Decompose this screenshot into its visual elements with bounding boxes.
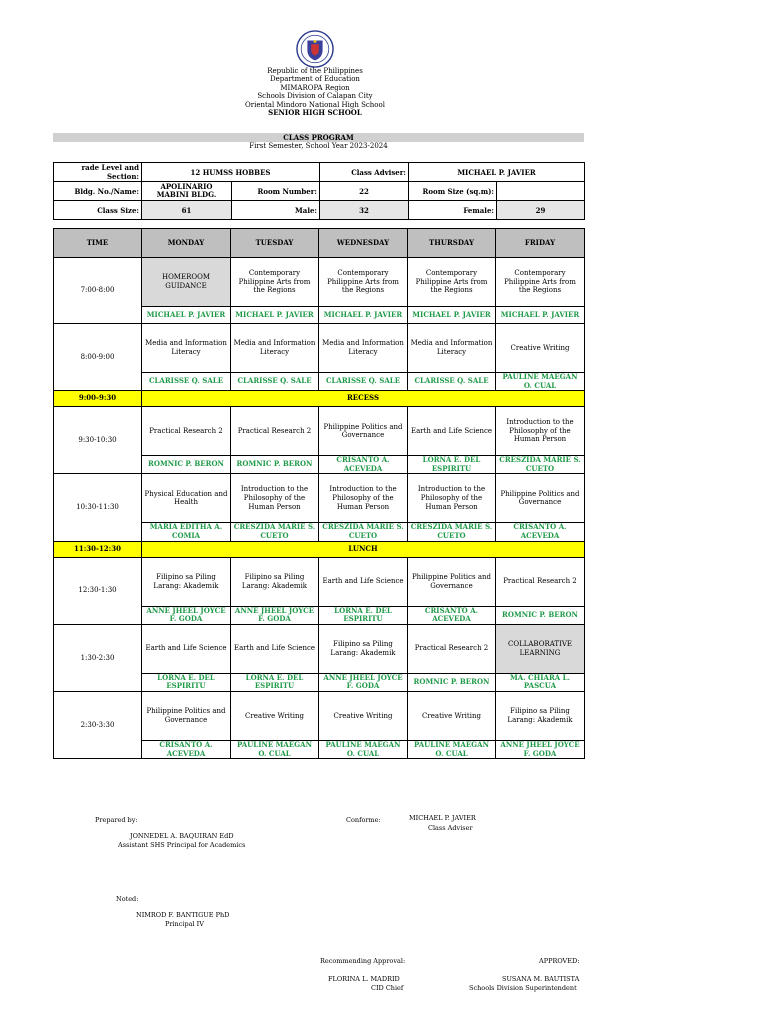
teacher-cell: PAULINE MAEGAN O. CUAL xyxy=(496,373,585,391)
adviser-value: MICHAEL P. JAVIER xyxy=(409,163,585,182)
semester-line: First Semester, School Year 2023-2024 xyxy=(249,142,388,150)
subject-cell: Introduction to the Philosophy of the Human Person xyxy=(408,474,496,523)
lunch-row xyxy=(54,541,585,557)
letterhead-line: Oriental Mindoro National High School xyxy=(245,100,385,109)
teacher-cell: ANNE JHEEL JOYCE F. GODA xyxy=(496,740,585,758)
subject-cell: Introduction to the Philosophy of the Human Person xyxy=(231,474,319,523)
subject-cell: COLLABORATIVE LEARNING xyxy=(496,624,585,673)
teacher-cell: MICHAEL P. JAVIER xyxy=(231,307,319,324)
document-title: CLASS PROGRAM xyxy=(53,133,584,142)
letterhead-line: Republic of the Philippines xyxy=(267,67,363,75)
prepared-label: Prepared by: xyxy=(95,816,138,824)
noted-label: Noted: xyxy=(116,895,139,903)
teacher-cell: ANNE JHEEL JOYCE F. GODA xyxy=(319,673,408,691)
subject-cell: Philippine Politics and Governance xyxy=(142,691,231,740)
subject-cell: Philippine Politics and Governance xyxy=(496,474,585,523)
approved-label: APPROVED: xyxy=(539,957,580,965)
table-row xyxy=(54,624,585,673)
subject-cell: Philippine Politics and Governance xyxy=(408,557,496,606)
conforme-title: Class Adviser xyxy=(428,824,473,832)
subject-cell: Introduction to the Philosophy of the Human Person xyxy=(496,407,585,456)
teacher-cell: MICHAEL P. JAVIER xyxy=(408,307,496,324)
column-header: MONDAY xyxy=(142,229,231,258)
subject-cell: Creative Writing xyxy=(231,691,319,740)
teacher-cell: CRISANTO A. ACEVEDA xyxy=(142,740,231,758)
subject-cell: Practical Research 2 xyxy=(496,557,585,606)
subject-cell: Filipino sa Piling Larang: Akademik xyxy=(142,557,231,606)
teacher-cell: ROMNIC P. BERON xyxy=(496,606,585,624)
subject-cell: Filipino sa Piling Larang: Akademik xyxy=(496,691,585,740)
bldg-value: APOLINARIO MABINI BLDG. xyxy=(142,182,232,201)
teacher-cell: ROMNIC P. BERON xyxy=(231,456,319,474)
time-slot: 7:00-8:00 xyxy=(54,258,142,324)
recommending-name: FLORINA L. MADRID xyxy=(328,975,400,983)
subject-cell: Earth and Life Science xyxy=(142,624,231,673)
conforme-label: Conforme: xyxy=(346,816,381,824)
teacher-cell: MICHAEL P. JAVIER xyxy=(319,307,408,324)
teacher-cell: ROMNIC P. BERON xyxy=(408,673,496,691)
subject-cell: Earth and Life Science xyxy=(231,624,319,673)
grade-level-label: rade Level and Section: xyxy=(54,163,142,182)
letterhead xyxy=(180,67,450,117)
class-info-table xyxy=(53,162,585,220)
teacher-cell: PAULINE MAEGAN O. CUAL xyxy=(231,740,319,758)
subject-cell: Introduction to the Philosophy of the Human Person xyxy=(319,474,408,523)
female-label: Female: xyxy=(409,201,497,220)
room-number-value: 22 xyxy=(320,182,409,201)
teacher-cell: LORNA E. DEL ESPIRITU xyxy=(408,456,496,474)
teacher-cell: CRESZIDA MARIE S. CUETO xyxy=(319,523,408,541)
subject-cell: Creative Writing xyxy=(496,324,585,373)
subject-cell: Filipino sa Piling Larang: Akademik xyxy=(319,624,408,673)
teacher-cell: PAULINE MAEGAN O. CUAL xyxy=(408,740,496,758)
subject-cell: Physical Education and Health xyxy=(142,474,231,523)
conforme-name: MICHAEL P. JAVIER xyxy=(409,814,476,822)
time-slot: 12:30-1:30 xyxy=(54,557,142,624)
teacher-cell: MA. CHIARA L. PASCUA xyxy=(496,673,585,691)
schedule-header-row xyxy=(54,229,585,258)
prepared-name: JONNEDEL A. BAQUIRAN EdD xyxy=(130,832,234,840)
subject-cell: Earth and Life Science xyxy=(319,557,408,606)
prepared-title: Assistant SHS Principal for Academics xyxy=(118,841,246,849)
subject-cell: Media and Information Literacy xyxy=(142,324,231,373)
table-row xyxy=(54,474,585,523)
teacher-cell: ANNE JHEEL JOYCE F. GODA xyxy=(231,606,319,624)
subject-cell: Creative Writing xyxy=(319,691,408,740)
lunch-time: 11:30-12:30 xyxy=(54,541,142,557)
letterhead-line: MIMAROPA Region xyxy=(280,83,350,92)
subject-cell: Contemporary Philippine Arts from the Regions xyxy=(496,258,585,307)
table-row xyxy=(54,557,585,606)
column-header: WEDNESDAY xyxy=(319,229,408,258)
subject-cell: Media and Information Literacy xyxy=(408,324,496,373)
class-size-value: 61 xyxy=(142,201,232,220)
table-row xyxy=(54,691,585,740)
column-header: FRIDAY xyxy=(496,229,585,258)
class-size-label: Class Size: xyxy=(54,201,142,220)
time-slot: 2:30-3:30 xyxy=(54,691,142,758)
subject-cell: Practical Research 2 xyxy=(231,407,319,456)
letterhead-line: Schools Division of Calapan City xyxy=(257,92,373,101)
subject-cell: Creative Writing xyxy=(408,691,496,740)
column-header: TUESDAY xyxy=(231,229,319,258)
recommending-label: Recommending Approval: xyxy=(320,957,406,965)
subject-cell: Practical Research 2 xyxy=(408,624,496,673)
teacher-cell: MICHAEL P. JAVIER xyxy=(496,307,585,324)
table-row xyxy=(54,407,585,456)
teacher-cell: PAULINE MAEGAN O. CUAL xyxy=(319,740,408,758)
teacher-cell: CRESZIDA MARIE S. CUETO xyxy=(496,456,585,474)
teacher-cell: CLARISSE Q. SALE xyxy=(231,373,319,391)
time-slot: 1:30-2:30 xyxy=(54,624,142,691)
recommending-title: CID Chief xyxy=(371,984,404,992)
male-value: 32 xyxy=(320,201,409,220)
recess-time: 9:00-9:30 xyxy=(54,391,142,407)
time-slot: 9:30-10:30 xyxy=(54,407,142,474)
deped-seal-icon xyxy=(296,30,334,68)
teacher-cell: CLARISSE Q. SALE xyxy=(319,373,408,391)
female-value: 29 xyxy=(497,201,585,220)
subject-cell: Contemporary Philippine Arts from the Regions xyxy=(231,258,319,307)
approved-title: Schools Division Superintendent xyxy=(469,984,577,992)
noted-name: NIMROD F. BANTIGUE PhD xyxy=(136,911,230,919)
teacher-cell: MICHAEL P. JAVIER xyxy=(142,307,231,324)
teacher-cell: ROMNIC P. BERON xyxy=(142,456,231,474)
lunch-label: LUNCH xyxy=(142,541,585,557)
teacher-cell: MARIA EDITHA A. COMIA xyxy=(142,523,231,541)
teacher-cell: LORNA E. DEL ESPIRITU xyxy=(319,606,408,624)
teacher-cell: LORNA E. DEL ESPIRITU xyxy=(231,673,319,691)
teacher-cell: CLARISSE Q. SALE xyxy=(408,373,496,391)
subject-cell: Contemporary Philippine Arts from the Regions xyxy=(408,258,496,307)
teacher-cell: CLARISSE Q. SALE xyxy=(142,373,231,391)
adviser-label: Class Adviser: xyxy=(320,163,409,182)
recess-label: RECESS xyxy=(142,391,585,407)
column-header: THURSDAY xyxy=(408,229,496,258)
table-row xyxy=(54,324,585,373)
letterhead-line: Department of Education xyxy=(270,75,360,84)
noted-title: Principal IV xyxy=(165,920,204,928)
room-number-label: Room Number: xyxy=(232,182,320,201)
room-size-label: Room Size (sq.m): xyxy=(409,182,497,201)
subject-cell: Philippine Politics and Governance xyxy=(319,407,408,456)
subject-cell: Filipino sa Piling Larang: Akademik xyxy=(231,557,319,606)
bldg-label: Bldg. No./Name: xyxy=(54,182,142,201)
teacher-cell: CRISANTO A. ACEVEDA xyxy=(408,606,496,624)
recess-row xyxy=(54,391,585,407)
subject-cell: Contemporary Philippine Arts from the Regions xyxy=(319,258,408,307)
table-row xyxy=(54,258,585,307)
subject-cell: Media and Information Literacy xyxy=(231,324,319,373)
male-label: Male: xyxy=(232,201,320,220)
approved-name: SUSANA M. BAUTISTA xyxy=(502,975,580,983)
school-level: SENIOR HIGH SCHOOL xyxy=(268,108,362,118)
schedule-table xyxy=(53,228,585,759)
teacher-cell: LORNA E. DEL ESPIRITU xyxy=(142,673,231,691)
subject-cell: Media and Information Literacy xyxy=(319,324,408,373)
subject-cell: Earth and Life Science xyxy=(408,407,496,456)
room-size-value xyxy=(497,182,585,201)
teacher-cell: CRISANTO A. ACEVEDA xyxy=(496,523,585,541)
time-slot: 10:30-11:30 xyxy=(54,474,142,541)
subject-cell: Practical Research 2 xyxy=(142,407,231,456)
teacher-cell: CRESZIDA MARIE S. CUETO xyxy=(231,523,319,541)
time-slot: 8:00-9:00 xyxy=(54,324,142,391)
teacher-cell: ANNE JHEEL JOYCE F. GODA xyxy=(142,606,231,624)
teacher-cell: CRISANTO A. ACEVEDA xyxy=(319,456,408,474)
teacher-cell: CRESZIDA MARIE S. CUETO xyxy=(408,523,496,541)
grade-level-value: 12 HUMSS HOBBES xyxy=(142,163,320,182)
column-header: TIME xyxy=(54,229,142,258)
subject-cell: HOMEROOM GUIDANCE xyxy=(142,258,231,307)
